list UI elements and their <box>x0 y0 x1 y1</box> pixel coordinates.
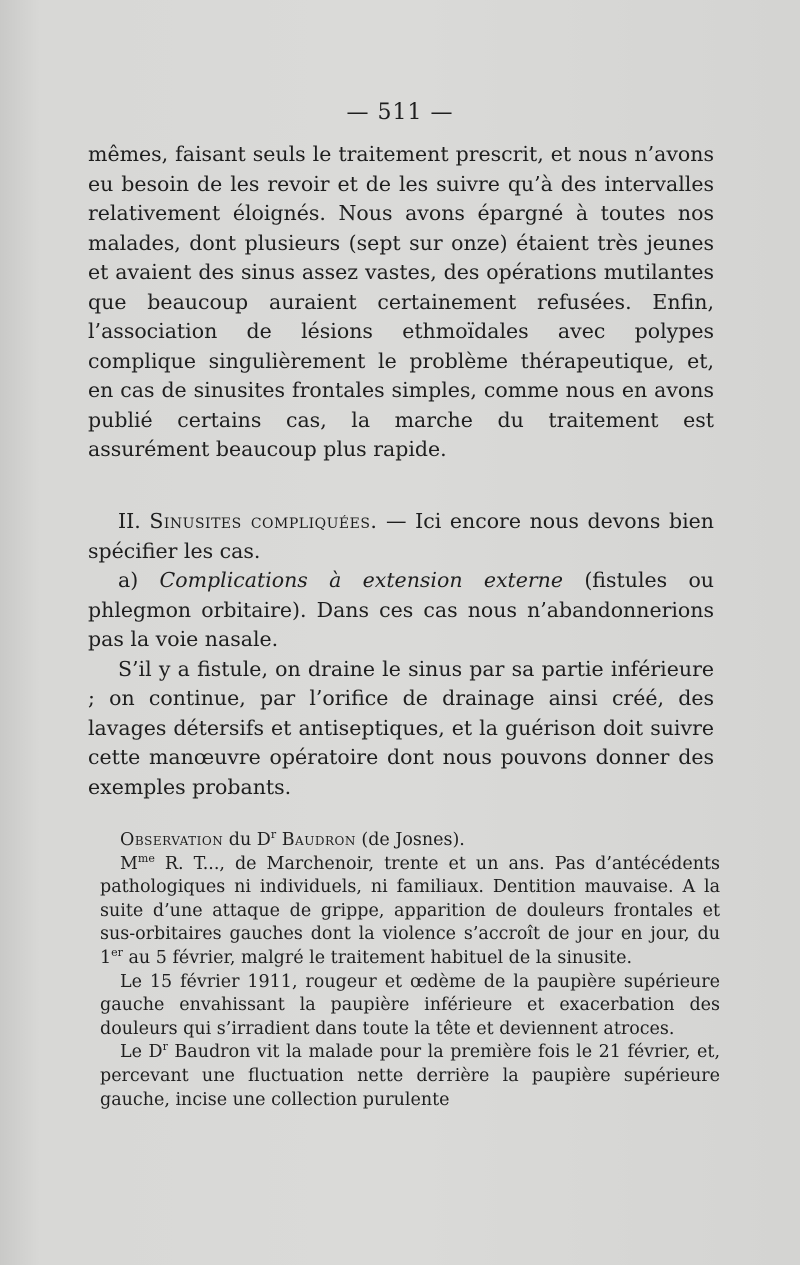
madame-superscript: me <box>137 851 155 865</box>
observation-label: Observation <box>120 830 224 850</box>
observation-paragraph-2: Le 15 février 1911, rougeur et œdème de la paupière supérieure gauche envahissant la paupière inférieure et exacerbation des douleurs qui s’irradient dans toute la tête et deviennent atroces. <box>100 971 720 1039</box>
section-text: — Ici encore nous devons bien spécifier les cas. <box>88 509 714 563</box>
subsection-marker: a) <box>118 568 139 592</box>
observation-paragraph-3 <box>100 1041 720 1112</box>
observation-p1-text2: au 5 février, malgré le traitement habituel de la sinusite. <box>122 947 633 968</box>
observation-place: (de Josnes). <box>355 830 465 850</box>
observation-du: du D <box>223 830 271 850</box>
observation-heading <box>100 829 720 853</box>
intro-paragraph: mêmes, faisant seuls le traitement prescrit, et nous n’avons eu besoin de les revoir et de les suivre qu’à des intervalles relativement éloignés. Nous avons épargné à toutes nos malades, dont plusieurs (sept sur onze) étaient très jeunes et avaient des sinus assez vastes, des opérations mutilantes que beaucoup auraient certainement refusées. Enfin, l’association de lésions ethmoïdales avec polypes complique singulièrement le problème thérapeutique, et, en cas de sinusites frontales simples, comme nous en avons publié certains cas, la marche du traitement est assurément beaucoup plus rapide. <box>88 142 714 461</box>
dr-superscript: r <box>270 828 277 842</box>
subsection-title: Complications à extension externe <box>159 568 564 592</box>
intro-paragraph-block <box>88 140 714 465</box>
subsection-a-paragraph <box>88 566 714 655</box>
observation-paragraph-1 <box>100 853 720 971</box>
observation-doctor: Baudron <box>281 830 356 850</box>
madame-prefix: M <box>120 853 138 874</box>
section-title: Sinusites compliquées. <box>149 509 378 533</box>
observation-block <box>100 829 720 1112</box>
observation-p3-text: Baudron vit la malade pour la première fois le 21 février, et, percevant une fluctuation nette derrière la paupière supérieure gauche, incise une collection purulente <box>100 1042 721 1110</box>
page-number: — 511 — <box>346 100 454 125</box>
premier-superscript: er <box>111 946 123 960</box>
docteur-superscript: r <box>162 1040 168 1054</box>
docteur-prefix: Le D <box>120 1042 163 1063</box>
observation-p1-text: R. T..., de Marchenoir, trente et un ans. Pas d’antécédents pathologiques ni individuels, ni familiaux. Dentition mauvaise. A la suite d’une attaque de grippe, apparition de douleurs frontales et sus-orbitaires gauches dont la violence s’accroît de jour en jour, du 1 <box>100 853 720 968</box>
section-two-block <box>88 507 714 802</box>
subsection-text: (fistules ou phlegmon orbitaire). Dans ces cas nous n’abandonnerions pas la voie nasale. <box>88 568 714 651</box>
section-heading-paragraph <box>88 507 714 566</box>
section-numeral: II. <box>118 509 141 533</box>
fistule-paragraph: S’il y a fistule, on draine le sinus par sa partie inférieure ; on continue, par l’orifice de drainage ainsi créé, des lavages détersifs et antiseptiques, et la guérison doit suivre cette manœuvre opératoire dont nous pouvons donner des exemples probants. <box>88 656 714 799</box>
